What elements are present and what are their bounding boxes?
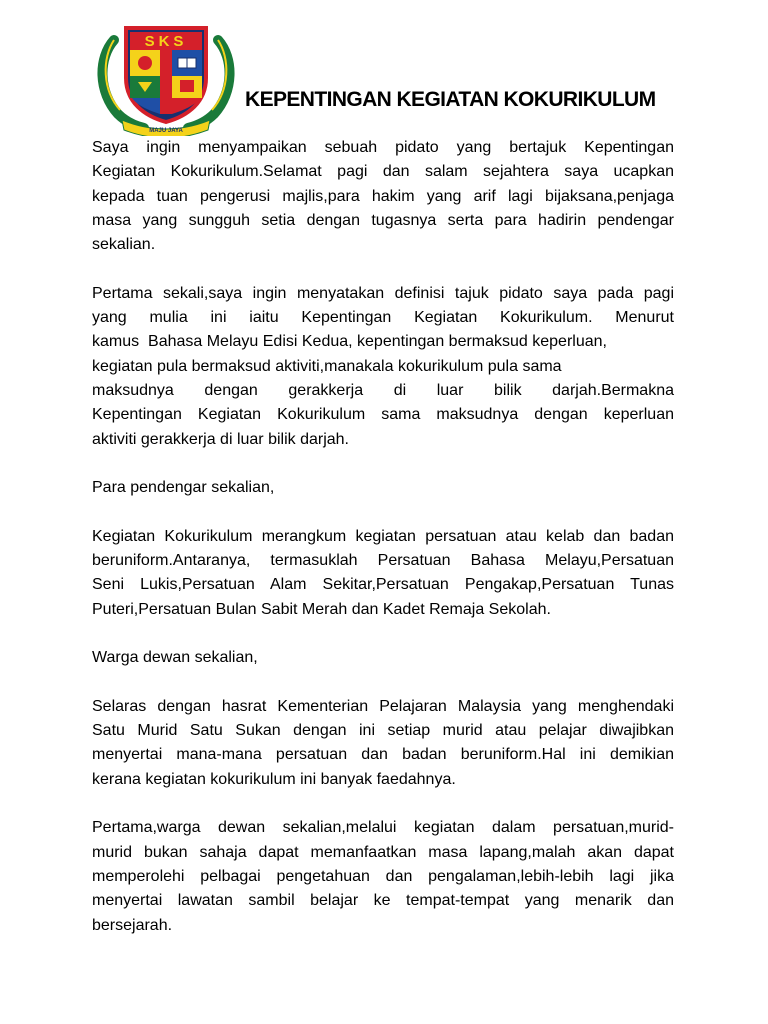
text-line: memperolehi pelbagai pengetahuan dan pengalaman,lebih-lebih lagi jika <box>92 867 674 885</box>
text-line: bersejarah. <box>92 916 173 934</box>
text-line: menyertai mana-mana persatuan dan badan beruniform.Hal ini demikian <box>92 746 674 764</box>
text-line: aktiviti gerakkerja di luar bilik darjah. <box>92 430 349 448</box>
text-line: kamus Bahasa Melayu Edisi Kedua, kepentingan bermaksud keperluan, <box>92 333 607 351</box>
text-line: maksudnya dengan gerakkerja di luar bilik darjah.Bermakna <box>92 381 674 399</box>
text-line: menyertai lawatan sambil belajar ke tempat-tempat yang menarik dan <box>92 892 674 910</box>
text-line: Kegiatan Kokurikulum.Selamat pagi dan salam sejahtera saya ucapkan <box>92 163 674 181</box>
document-title: KEPENTINGAN KEGIATAN KOKURIKULUM <box>245 88 656 111</box>
crest-top-text: SKS <box>144 33 188 50</box>
paragraph-3: Para pendengar sekalian, <box>92 479 275 497</box>
text-line: Satu Murid Satu Sukan dengan ini setiap murid atau pelajar diwajibkan <box>92 722 674 740</box>
text-line: kepada tuan pengerusi majlis,para hakim yang arif lagi bijaksana,penjaga <box>92 187 674 205</box>
speech-body <box>92 136 674 962</box>
paragraph-7 <box>92 816 674 937</box>
text-line: yang mulia ini iaitu Kepentingan Kegiatan Kokurikulum. Menurut <box>92 309 674 327</box>
text-line: murid bukan sahaja dapat memanfaatkan masa lapang,malah akan dapat <box>92 843 674 861</box>
text-line: Puteri,Persatuan Bulan Sabit Merah dan Kadet Remaja Sekolah. <box>92 600 551 618</box>
text-line: beruniform.Antaranya, termasuklah Persatuan Bahasa Melayu,Persatuan <box>92 552 674 570</box>
text-line: Kegiatan Kokurikulum merangkum kegiatan persatuan atau kelab dan badan <box>92 527 674 545</box>
crest-motto: MAJU JAYA <box>149 128 183 134</box>
text-line: Pertama,warga dewan sekalian,melalui kegiatan dalam persatuan,murid- <box>92 819 674 837</box>
paragraph-2 <box>92 282 674 452</box>
text-line: Saya ingin menyampaikan sebuah pidato yang bertajuk Kepentingan <box>92 139 674 156</box>
text-line: kerana kegiatan kokurikulum ini banyak faedahnya. <box>92 770 456 788</box>
school-crest-logo <box>92 22 240 136</box>
text-line: Kepentingan Kegiatan Kokurikulum sama maksudnya dengan keperluan <box>92 406 674 424</box>
text-line: sekalian. <box>92 236 156 254</box>
text-line: kegiatan pula bermaksud aktiviti,manakala kokurikulum pula sama <box>92 357 562 375</box>
text-line: masa yang sungguh setia dengan tugasnya serta para hadirin pendengar <box>92 211 674 229</box>
paragraph-4 <box>92 525 674 622</box>
text-line: Seni Lukis,Persatuan Alam Sekitar,Persatuan Pengakap,Persatuan Tunas <box>92 576 674 594</box>
paragraph-5: Warga dewan sekalian, <box>92 649 258 667</box>
paragraph-6 <box>92 695 674 792</box>
text-line: Pertama sekali,saya ingin menyatakan definisi tajuk pidato saya pada pagi <box>92 284 674 302</box>
paragraph-1 <box>92 136 674 257</box>
text-line: Selaras dengan hasrat Kementerian Pelajaran Malaysia yang menghendaki <box>92 697 674 715</box>
